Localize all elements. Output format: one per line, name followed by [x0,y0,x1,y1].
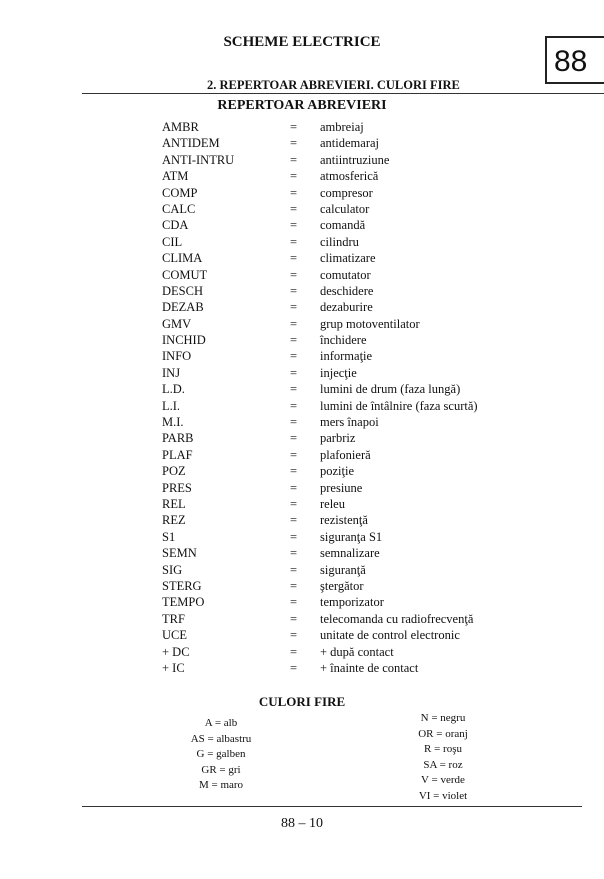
wire-color-entry: GR = gri [201,763,241,776]
abbreviation-meaning: informaţie [320,349,373,364]
abbreviation-meaning: parbriz [320,431,356,446]
abbreviation-meaning: ambreiaj [320,120,364,134]
abbreviation-code: PLAF [162,447,193,462]
abbreviation-meaning: comutator [320,267,371,282]
equals-sign: = [290,644,298,659]
abbreviation-meaning: calculator [320,201,370,216]
abbreviation-meaning: dezaburire [320,300,373,315]
abbreviation-code: S1 [162,529,176,544]
abbreviation-row [162,316,562,332]
abbreviation-meaning: lumini de drum (faza lungă) [320,382,461,397]
abbreviation-row [162,119,562,135]
abbreviation-meaning: + după contact [320,644,394,659]
wire-color-entry: SA = roz [423,758,463,771]
equals-sign: = [290,660,298,675]
equals-sign: = [290,546,298,561]
abbreviation-row [162,365,562,381]
abbreviation-meaning: mers înapoi [320,415,379,430]
equals-sign: = [290,447,298,462]
abbreviations-heading: REPERTOAR ABREVIERI [217,98,387,113]
equals-sign: = [290,415,298,430]
equals-sign: = [290,185,298,200]
abbreviation-meaning: unitate de control electronic [320,628,460,643]
equals-sign: = [290,562,298,577]
abbreviation-row [162,348,562,364]
abbreviation-meaning: lumini de întâlnire (faza scurtă) [320,398,478,413]
abbreviation-meaning: + înainte de contact [320,660,419,675]
abbreviation-code: ANTIDEM [162,136,220,151]
abbreviation-row [162,267,562,283]
page-section-box: 88 [545,36,604,84]
abbreviation-meaning: telecomanda cu radiofrecvenţă [320,611,474,626]
abbreviation-code: AMBR [162,120,199,134]
wire-colors-right-column [408,711,478,804]
abbreviation-row [162,562,562,578]
equals-sign: = [290,398,298,413]
equals-sign: = [290,464,298,479]
abbreviation-code: PRES [162,480,192,495]
abbreviation-meaning: semnalizare [320,546,380,561]
equals-sign: = [290,152,298,167]
equals-sign: = [290,611,298,626]
abbreviation-row [162,414,562,430]
abbreviation-meaning: plafonieră [320,447,371,462]
abbreviation-row [162,168,562,184]
abbreviation-code: INCHID [162,333,206,348]
abbreviation-meaning: rezistenţă [320,513,368,528]
abbreviation-code: UCE [162,628,187,643]
abbreviation-code: GMV [162,316,192,331]
abbreviation-meaning: comandă [320,218,366,233]
abbreviation-code: POZ [162,464,186,479]
abbreviation-row [162,627,562,643]
wire-color-entry: N = negru [420,712,466,724]
equals-sign: = [290,234,298,249]
abbreviation-code: M.I. [162,415,184,430]
abbreviation-meaning: grup motoventilator [320,316,420,331]
abbreviation-code: SIG [162,562,183,577]
abbreviation-row [162,250,562,266]
section-title: 2. REPERTOAR ABREVIERI. CULORI FIRE [207,78,460,92]
abbreviation-row [162,217,562,233]
abbreviation-row [162,594,562,610]
abbreviation-code: CALC [162,201,196,216]
equals-sign: = [290,300,298,315]
abbreviation-row [162,578,562,594]
equals-sign: = [290,578,298,593]
abbreviation-meaning: deschidere [320,283,374,298]
abbreviations-list [162,119,562,676]
abbreviation-code: TEMPO [162,595,205,610]
abbreviation-code: SEMN [162,546,197,561]
abbreviation-meaning: releu [320,496,345,511]
equals-sign: = [290,431,298,446]
abbreviation-meaning: compresor [320,185,373,200]
abbreviation-row [162,185,562,201]
abbreviation-code: COMUT [162,267,208,282]
equals-sign: = [290,382,298,397]
equals-sign: = [290,120,298,134]
abbreviation-code: CDA [162,218,189,233]
abbreviation-row [162,480,562,496]
abbreviation-row [162,529,562,545]
abbreviation-code: CLIMA [162,251,203,266]
abbreviation-meaning: climatizare [320,251,376,266]
header-divider [82,93,604,94]
equals-sign: = [290,529,298,544]
equals-sign: = [290,218,298,233]
abbreviation-meaning: injecţie [320,365,357,380]
abbreviation-meaning: presiune [320,480,363,495]
wire-color-entry: VI = violet [418,789,468,802]
equals-sign: = [290,136,298,151]
equals-sign: = [290,349,298,364]
abbreviation-row [162,234,562,250]
equals-sign: = [290,480,298,495]
abbreviation-code: ANTI-INTRU [162,152,235,167]
equals-sign: = [290,496,298,511]
equals-sign: = [290,267,298,282]
abbreviation-row [162,496,562,512]
abbreviation-code: REL [162,496,186,511]
abbreviation-row [162,381,562,397]
abbreviation-code: PARB [162,431,194,446]
abbreviation-meaning: antidemaraj [320,136,379,151]
abbreviation-code: DESCH [162,283,203,298]
abbreviation-meaning: atmosferică [320,169,379,184]
equals-sign: = [290,628,298,643]
abbreviation-row [162,135,562,151]
abbreviation-meaning: închidere [320,333,367,348]
page-number: 88 – 10 [281,816,323,831]
wire-color-entry: AS = albastru [190,732,252,745]
abbreviation-code: TRF [162,611,185,626]
equals-sign: = [290,169,298,184]
abbreviation-meaning: cilindru [320,234,359,249]
equals-sign: = [290,201,298,216]
abbreviation-row [162,611,562,627]
abbreviation-row [162,332,562,348]
abbreviation-code: CIL [162,234,183,249]
wire-color-entry: R = roşu [424,743,462,755]
abbreviation-row [162,660,562,676]
document-title: SCHEME ELECTRICE [223,34,381,50]
abbreviation-row [162,447,562,463]
abbreviation-code: + DC [162,644,190,659]
abbreviation-row [162,463,562,479]
wire-color-entry: M = maro [198,779,244,791]
abbreviation-row [162,299,562,315]
abbreviation-code: L.I. [162,398,181,413]
equals-sign: = [290,595,298,610]
abbreviation-row [162,430,562,446]
wire-color-entry: A = alb [204,717,238,729]
abbreviation-meaning: siguranţă [320,562,366,577]
abbreviation-code: INJ [162,365,181,380]
abbreviation-row [162,512,562,528]
abbreviation-code: REZ [162,513,186,528]
equals-sign: = [290,283,298,298]
abbreviation-code: INFO [162,349,192,364]
abbreviation-code: L.D. [162,382,185,397]
abbreviation-meaning: poziţie [320,464,355,479]
wire-colors-left-column [186,716,256,794]
equals-sign: = [290,251,298,266]
wire-color-entry: OR = oranj [418,727,468,740]
abbreviation-meaning: ştergător [320,578,364,593]
abbreviation-row [162,283,562,299]
abbreviation-code: + IC [162,660,185,675]
abbreviation-meaning: temporizator [320,595,384,610]
abbreviation-row [162,398,562,414]
abbreviation-code: COMP [162,185,198,200]
equals-sign: = [290,333,298,348]
footer-divider [82,806,582,807]
abbreviation-row [162,152,562,168]
abbreviation-meaning: antiintruziune [320,152,390,167]
abbreviation-row [162,201,562,217]
abbreviation-row [162,545,562,561]
wire-colors-heading: CULORI FIRE [258,694,346,709]
abbreviation-code: STERG [162,578,202,593]
wire-color-entry: G = galben [196,748,246,760]
abbreviation-code: ATM [162,169,189,184]
wire-color-entry: V = verde [421,774,465,786]
equals-sign: = [290,316,298,331]
abbreviation-meaning: siguranţa S1 [320,529,383,544]
equals-sign: = [290,365,298,380]
abbreviation-row [162,644,562,660]
abbreviation-code: DEZAB [162,300,204,315]
equals-sign: = [290,513,298,528]
